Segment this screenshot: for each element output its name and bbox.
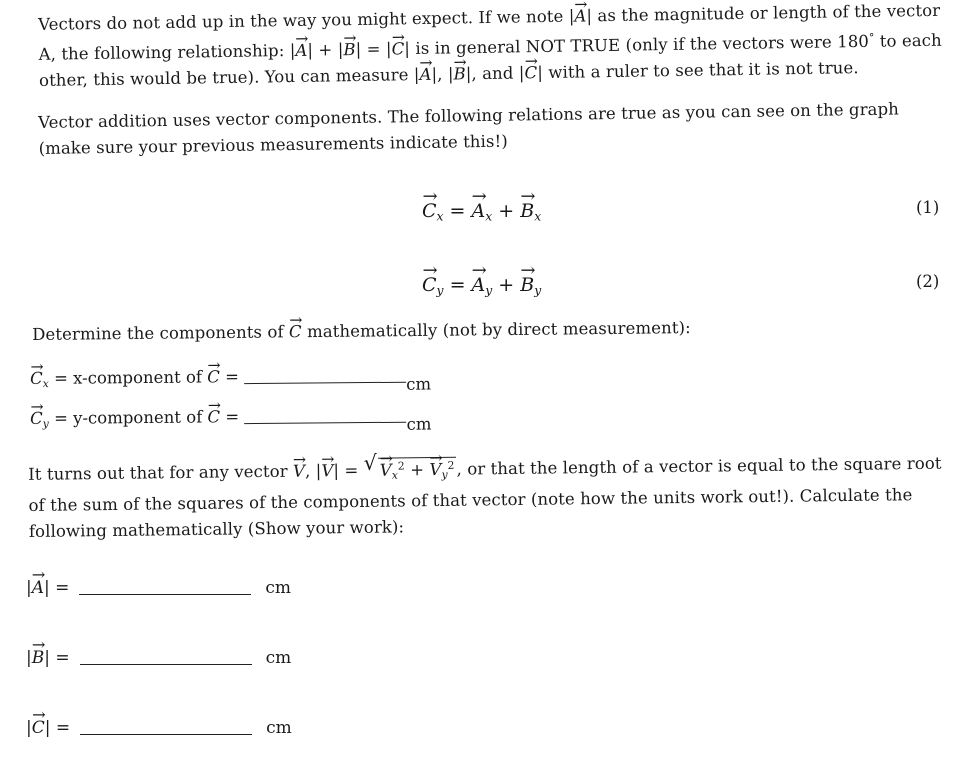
text-segment: , or that the length of a vector is equal to the square root of the sum of the squares of the components of that vector (note how the units work out!). Calculate the following mathematically (Show your work): (28, 453, 942, 542)
cy-answer-row: → $C_y$ = y-component of → C = cm (30, 402, 432, 437)
magnitude-b-row: |→ B| = cm (26, 648, 291, 668)
cx-unit: cm (406, 374, 432, 394)
magnitude-b-blank[interactable] (80, 663, 252, 665)
paragraph-components: Vector addition uses vector components. The following relations are true as you can see on the graph (make sure your previous measurements indicate this!) (38, 99, 900, 158)
magnitude-c-unit: cm (266, 718, 292, 738)
magnitude-b-unit: cm (265, 648, 292, 668)
paragraph-magnitude-formula: It turns out that for any vector → V, |→ V| = √ → $V_x^2$ + → $V_y^2$ , or that the length of a vector is equal to the square root of the sum of the squares of the components of that vector (note how the units work out!). Calculate the following mathematically (Show your work): (28, 447, 949, 545)
magnitude-a-blank[interactable] (79, 593, 251, 595)
equation-cx: → $C_x$ = → $A_x$ + → $B_x$ (422, 200, 541, 224)
magnitude-c-blank[interactable] (80, 733, 252, 735)
equals-sign: = (219, 367, 245, 387)
equals-sign: = (220, 407, 245, 427)
magnitude-c-row: |→ C| = cm (26, 718, 292, 738)
cx-label: = x-component of (48, 367, 208, 388)
text-segment: mathematically (not by direct measurement): (301, 318, 691, 342)
text-segment: Determine the components of (32, 322, 290, 344)
cx-answer-blank[interactable] (244, 381, 406, 384)
text-segment: with a ruler to see that it is not true. (542, 58, 859, 82)
text-segment: It turns out that for any vector (28, 461, 294, 484)
cx-answer-row: → $C_x$ = x-component of → C = cm (30, 363, 431, 398)
cy-unit: cm (406, 414, 432, 434)
magnitude-a-unit: cm (265, 578, 292, 598)
text-segment: is in general NOT TRUE (only if the vectors were 180 (409, 31, 870, 59)
text-segment: to each other, this would be true). You can measure (38, 30, 942, 90)
equation-number-1: (1) (916, 198, 940, 217)
cy-answer-blank[interactable] (245, 421, 407, 424)
cy-label: = y-component of (48, 407, 208, 428)
text-segment: as the magnitude or length of the vector A, the following relationship: (38, 0, 941, 64)
magnitude-a-row: |→ A| = cm (26, 578, 291, 598)
degree-symbol: ° (868, 30, 875, 44)
equation-cy: → $C_y$ = → $A_y$ + → $B_y$ (422, 274, 541, 298)
text-segment: Vectors do not add up in the way you might expect. If we note (38, 6, 569, 34)
equation-number-2: (2) (916, 272, 940, 291)
components-prompt: Determine the components of → C mathematically (not by direct measurement): (32, 312, 942, 348)
paragraph-vector-addition-intro: Vectors do not add up in the way you might expect. If we note |→ A| as the magnitude or length of the vector A, the following relationship: |→ A| + |→ B| = |→ C| is in general NOT TRUE (only if the vectors were 180° to each other, this would be true). You can measure |→ A|, |→ B|, and |→ C| with a ruler to see that it is not true. (38, 0, 949, 94)
text-segment: , and (471, 63, 519, 84)
